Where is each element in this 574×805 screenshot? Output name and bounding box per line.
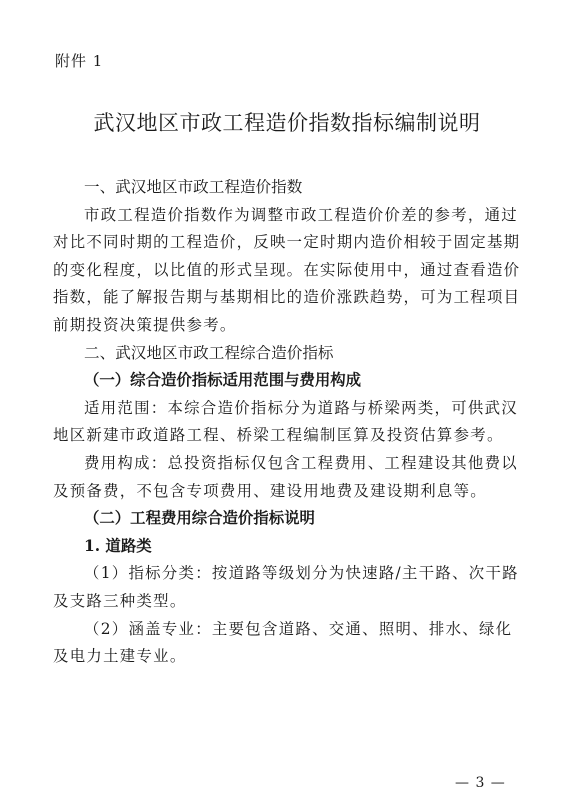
paragraph-line: 及电力土建专业。 <box>53 647 187 666</box>
section-2-1-heading: （一）综合造价指标适用范围与费用构成 <box>84 371 362 390</box>
paragraph-line: 地区新建市政道路工程、桥梁工程编制匡算及投资估算参考。 <box>53 426 504 445</box>
page-number: — 3 — <box>455 775 506 791</box>
paragraph-line: （2）涵盖专业：主要包含道路、交通、照明、排水、绿化 <box>84 619 513 638</box>
paragraph-line: 市政工程造价指数作为调整市政工程造价价差的参考，通过 <box>84 205 518 224</box>
paragraph-line: 对比不同时期的工程造价，反映一定时期内造价相较于固定基期 <box>53 233 521 252</box>
paragraph-line: 适用范围：本综合造价指标分为道路与桥梁两类，可供武汉 <box>84 398 518 417</box>
road-heading: 1. 道路类 <box>84 536 152 555</box>
paragraph-line: 费用构成：总投资指标仅包含工程费用、工程建设其他费以 <box>84 453 518 472</box>
paragraph-line: 及支路三种类型。 <box>53 591 187 610</box>
attachment-label: 附件 1 <box>55 52 104 70</box>
road-item-1-paragraph <box>53 560 521 615</box>
paragraph-line: 指数，能了解报告期与基期相比的造价涨跌趋势，可为工程项目 <box>53 288 521 307</box>
section-1-paragraph <box>53 202 521 340</box>
scope-paragraph <box>53 395 521 450</box>
section-1-heading: 一、武汉地区市政工程造价指数 <box>84 178 303 196</box>
cost-paragraph <box>53 450 521 505</box>
paragraph-line: 及预备费，不包含专项费用、建设用地费及建设期利息等。 <box>53 481 487 500</box>
paragraph-line: 的变化程度，以比值的形式呈现。在实际使用中，通过查看造价 <box>53 260 521 279</box>
section-2-heading: 二、武汉地区市政工程综合造价指标 <box>84 343 334 362</box>
paragraph-line: 前期投资决策提供参考。 <box>53 315 237 334</box>
road-item-2-paragraph <box>53 616 521 671</box>
document-title: 武汉地区市政工程造价指数指标编制说明 <box>93 111 481 135</box>
paragraph-line: （1）指标分类：按道路等级划分为快速路/主干路、次干路 <box>84 564 519 583</box>
document-body <box>53 174 521 671</box>
section-2-2-heading: （二）工程费用综合造价指标说明 <box>84 509 315 528</box>
